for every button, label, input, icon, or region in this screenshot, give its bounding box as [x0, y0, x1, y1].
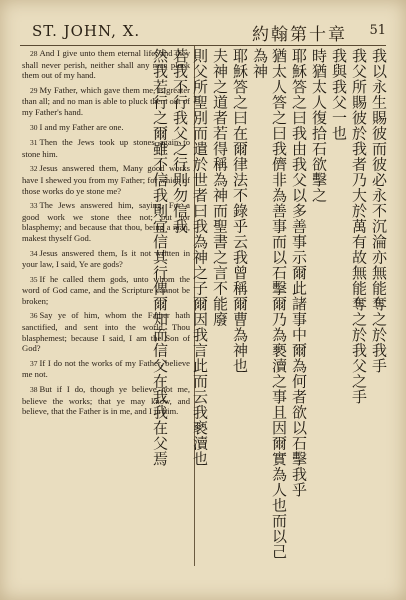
- chinese-verse-column: 耶穌答之曰我由我父以多善事示爾此諸事中爾為何者欲以石擊我乎: [290, 48, 308, 498]
- verse-text: Jesus answered them, Many good works have I shewed you from my Father; for which of those works do ye stone me?: [22, 163, 190, 196]
- chinese-verse-column: 我父所賜彼於我者乃大於萬有故無能奪之於我父之手: [350, 48, 368, 405]
- verse-text: If I do not the works of my Father, believe me not.: [22, 357, 190, 380]
- running-title-english: ST. JOHN, X.: [32, 22, 141, 40]
- verse-text: And I give unto them eternal life; and they shall never perish, neither shall any man pluck them out of my hand.: [22, 48, 190, 81]
- page-header: [14, 22, 392, 44]
- verse-number: 32: [30, 164, 38, 174]
- verse-number: 38: [30, 385, 38, 395]
- verse-number: 30: [30, 122, 38, 132]
- chinese-verse-column: 時猶太人復拾石欲擊之: [310, 48, 328, 203]
- verse-number: 33: [30, 201, 38, 211]
- verse-number: 35: [30, 274, 38, 284]
- chinese-verse-column: 然我若行之爾雖不信我則宜信其行俾爾知而信父在我我在父焉: [151, 48, 169, 467]
- chinese-verse-column: 我以永生賜彼而彼必永不沉淪亦無能奪之於我手: [370, 48, 388, 374]
- chinese-verse-column: 我與我父一也: [330, 48, 348, 141]
- verse-text: Say ye of him, whom the Father hath sanctified, and sent into the world, Thou blasphemest; because I said, I am the Son of God?: [22, 310, 190, 354]
- verse-number: 31: [30, 138, 38, 148]
- chinese-verse-column: 夫神之道者若得稱為神而聖書之言不能廢: [211, 48, 229, 327]
- chinese-verse-column: 耶穌答之曰在爾律法不錄乎云我曾稱爾曹為神也: [231, 48, 249, 374]
- header-rule: [20, 45, 386, 46]
- verse-number: 37: [30, 358, 38, 368]
- verse-text: But if I do, though ye believe not me, believe the works; that ye may know, and believe, that the Father is in me, and I in him.: [22, 384, 190, 417]
- verse-text: Jesus answered them, Is it not written in your law, I said, Ye are gods?: [22, 247, 190, 270]
- verse-text: My Father, which gave them me, is greater than all; and no man is able to pluck them out of my Father's hand.: [22, 84, 190, 117]
- verse-text: If he called them gods, unto whom the word of God came, and the Scripture cannot be broken;: [22, 273, 190, 306]
- chinese-verse-column: 則父所聖別而遣於世者曰我為神之子爾因我言此而云我褻瀆也: [191, 48, 209, 467]
- verse-number: 36: [30, 311, 38, 321]
- verse-number: 29: [30, 85, 38, 95]
- chinese-text-column: [151, 48, 388, 568]
- verse-number: 28: [30, 49, 38, 58]
- chinese-verse-column: 猶太人答之曰我儕非為善事而以石擊爾乃為褻瀆之事且因爾實為人也而以己為神: [251, 48, 288, 560]
- running-title-chinese: 約翰第十章: [252, 25, 347, 45]
- verse-text: Then the Jews took up stones again to stone him.: [22, 137, 190, 159]
- page-number: 51: [369, 23, 386, 38]
- verse-text: I and my Father are one.: [39, 121, 124, 132]
- verse-number: 34: [30, 248, 38, 258]
- verse-text: The Jews answered him, saying, For a good work we stone thee not; but for blasphemy; and because that thou, being a man, makest thyself God.: [22, 200, 190, 243]
- chinese-verse-column: 若我不行我父之行則勿信我: [171, 48, 189, 234]
